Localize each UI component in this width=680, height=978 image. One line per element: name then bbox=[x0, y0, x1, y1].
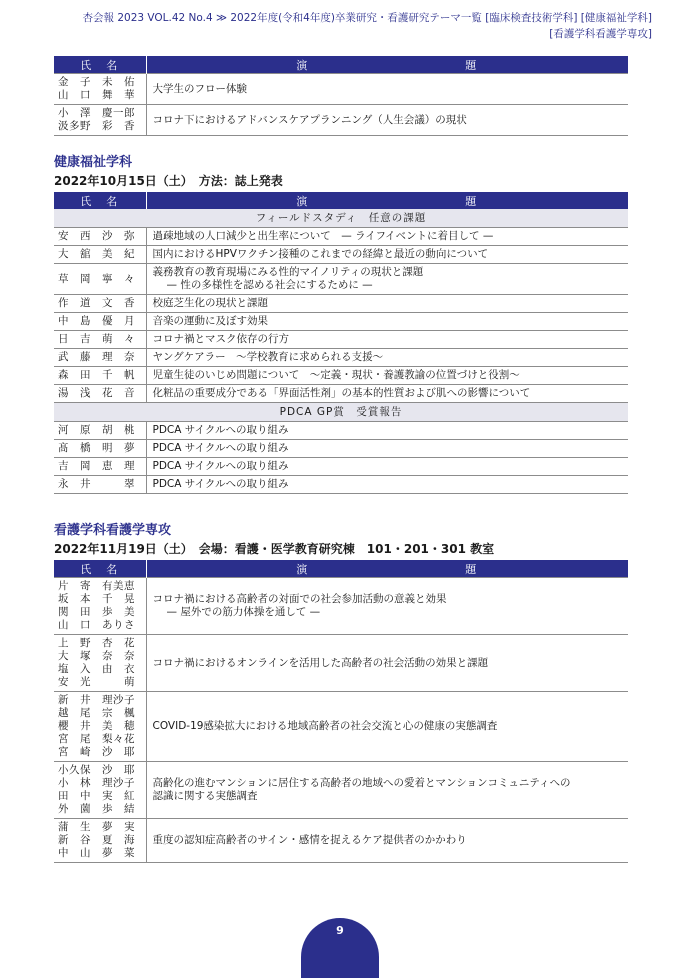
page-number-tab bbox=[301, 918, 379, 978]
student-name: 草 岡 寧 々 bbox=[58, 272, 135, 285]
research-subtitle-line: — 性の多様性を認める社会にするために — bbox=[166, 279, 373, 291]
student-name: 小久保 沙 耶 bbox=[58, 764, 135, 776]
research-title bbox=[146, 349, 628, 367]
table-row bbox=[54, 819, 628, 863]
theme-table-3 bbox=[54, 560, 628, 863]
research-title bbox=[146, 246, 628, 264]
running-header bbox=[12, 10, 652, 42]
student-name: 山 口 ありさ bbox=[58, 619, 135, 631]
student-names bbox=[54, 228, 146, 246]
table-row bbox=[54, 295, 628, 313]
student-name: 汲多野 彩 香 bbox=[58, 120, 135, 132]
research-title-line: 国内におけるHPVワクチン接種のこれまでの経緯と最近の動向について bbox=[152, 248, 489, 260]
research-title bbox=[146, 762, 628, 819]
research-title bbox=[146, 74, 628, 105]
student-name: 大 塚 奈 奈 bbox=[58, 650, 135, 662]
student-names bbox=[54, 246, 146, 264]
table-row bbox=[54, 692, 628, 762]
column-header-name: 氏 名 bbox=[54, 192, 146, 209]
research-title-line: 化粧品の重要成分である「界面活性剤」の基本的性質および肌への影響について bbox=[152, 387, 531, 399]
table-row bbox=[54, 349, 628, 367]
student-name: 山 口 舞 華 bbox=[58, 89, 135, 101]
section-continued bbox=[54, 56, 628, 136]
section-date-line: 2022年10月15日（土） 方法：誌上発表 bbox=[54, 174, 283, 188]
table-header-row bbox=[54, 560, 628, 578]
student-name: 櫻 井 美 穂 bbox=[58, 720, 135, 732]
student-names bbox=[54, 578, 146, 635]
student-names bbox=[54, 264, 146, 295]
student-name: 作 道 文 香 bbox=[58, 297, 135, 309]
research-title-line: PDCA サイクルへの取り組み bbox=[152, 460, 289, 472]
research-title-line: 過疎地域の人口減少と出生率について — ライフイベントに着目して — bbox=[152, 230, 494, 242]
research-title bbox=[146, 635, 628, 692]
research-title bbox=[146, 385, 628, 403]
student-name: 吉 岡 恵 理 bbox=[58, 460, 135, 472]
category-row bbox=[54, 403, 628, 422]
student-name: 湯 浅 花 音 bbox=[58, 387, 135, 399]
theme-table-3-body bbox=[54, 578, 628, 863]
student-names bbox=[54, 440, 146, 458]
section-heading: 健康福祉学科 bbox=[54, 155, 133, 170]
student-name: 金 子 未 佑 bbox=[58, 76, 135, 88]
table-row bbox=[54, 578, 628, 635]
student-name: 田 中 実 紅 bbox=[58, 790, 135, 802]
student-names bbox=[54, 476, 146, 494]
column-header-title: 演 題 bbox=[146, 560, 628, 578]
student-name: 越 尾 宗 楓 bbox=[58, 707, 135, 719]
research-title-line: PDCA サイクルへの取り組み bbox=[152, 442, 289, 454]
student-name: 塩 入 由 衣 bbox=[58, 663, 135, 675]
table-row bbox=[54, 264, 628, 295]
theme-table-2-body bbox=[54, 209, 628, 494]
research-title bbox=[146, 476, 628, 494]
research-title bbox=[146, 367, 628, 385]
research-title bbox=[146, 228, 628, 246]
research-title-line: 義務教育の教育現場にみる性的マイノリティの現状と課題 bbox=[152, 266, 424, 278]
table-header-row bbox=[54, 192, 628, 209]
table-row bbox=[54, 762, 628, 819]
table-row bbox=[54, 105, 628, 136]
student-name: 蒲 生 夢 実 bbox=[58, 821, 135, 833]
student-names bbox=[54, 819, 146, 863]
research-title-line: 児童生徒のいじめ問題について 〜定義・現状・養護教諭の位置づけと役割〜 bbox=[152, 369, 520, 381]
student-names bbox=[54, 74, 146, 105]
research-title-line: PDCA サイクルへの取り組み bbox=[152, 424, 289, 436]
research-title-line: 重度の認知症高齢者のサイン・感情を捉えるケア提供者のかかわり bbox=[152, 834, 467, 846]
student-name: 安 光 萌 bbox=[58, 676, 135, 688]
research-title-line: コロナ禍とマスク依存の行方 bbox=[152, 333, 289, 345]
running-header-line1: 杏会報 2023 VOL.42 No.4 ≫ 2022年度(令和4年度)卒業研究・看護研究テーマ一覧 [臨床検査技術学科] [健康福祉学科] bbox=[82, 12, 652, 24]
research-title bbox=[146, 105, 628, 136]
table-row bbox=[54, 635, 628, 692]
research-title-line: PDCA サイクルへの取り組み bbox=[152, 478, 289, 490]
student-names bbox=[54, 105, 146, 136]
running-header-line2: [看護学科看護学専攻] bbox=[549, 28, 652, 40]
research-title-line: コロナ禍におけるオンラインを活用した高齢者の社会活動の効果と課題 bbox=[152, 656, 489, 669]
student-name: 中 山 夢 菜 bbox=[58, 847, 135, 859]
student-name: 森 田 千 帆 bbox=[58, 369, 135, 381]
table-row bbox=[54, 440, 628, 458]
research-subtitle-line: 認識に関する実態調査 bbox=[152, 790, 258, 802]
table-row bbox=[54, 331, 628, 349]
student-name: 永 井 翠 bbox=[58, 478, 135, 490]
research-title bbox=[146, 422, 628, 440]
research-title-line: COVID-19感染拡大における地域高齢者の社会交流と心の健康の実態調査 bbox=[152, 720, 498, 732]
section-date-line: 2022年11月19日（土） 会場：看護・医学教育研究棟 101・201・301 教室 bbox=[54, 542, 495, 556]
research-title bbox=[146, 692, 628, 762]
category-label: フィールドスタディ 任意の課題 bbox=[54, 209, 628, 228]
student-name: 河 原 胡 桃 bbox=[58, 424, 135, 436]
student-name: 日 吉 萌 々 bbox=[58, 333, 135, 345]
page-number: 9 bbox=[336, 924, 344, 937]
research-title-line: コロナ禍における高齢者の対面での社会参加活動の意義と効果 bbox=[152, 593, 447, 605]
research-title bbox=[146, 458, 628, 476]
theme-table-1-body bbox=[54, 74, 628, 136]
student-name: 関 田 歩 美 bbox=[58, 606, 135, 618]
student-name: 髙 橋 明 夢 bbox=[58, 442, 135, 454]
table-row bbox=[54, 385, 628, 403]
section-heading: 看護学科看護学専攻 bbox=[54, 523, 172, 538]
research-title-line: 音楽の運動に及ぼす効果 bbox=[152, 315, 268, 327]
student-names bbox=[54, 385, 146, 403]
student-name: 新 井 理沙子 bbox=[58, 694, 135, 706]
category-row bbox=[54, 209, 628, 228]
table-row bbox=[54, 313, 628, 331]
theme-table-2 bbox=[54, 192, 628, 494]
column-header-title: 演 題 bbox=[146, 192, 628, 209]
research-title bbox=[146, 578, 628, 635]
student-name: 新 谷 夏 海 bbox=[58, 834, 135, 846]
category-label: PDCA GP賞 受賞報告 bbox=[54, 403, 628, 422]
research-title bbox=[146, 440, 628, 458]
research-subtitle-line: — 屋外での筋力体操を通して — bbox=[166, 606, 321, 618]
column-header-name: 氏 名 bbox=[54, 560, 146, 578]
student-names bbox=[54, 422, 146, 440]
table-row bbox=[54, 367, 628, 385]
student-names bbox=[54, 349, 146, 367]
student-names bbox=[54, 635, 146, 692]
student-name: 武 藤 理 奈 bbox=[58, 351, 135, 363]
student-names bbox=[54, 295, 146, 313]
student-names bbox=[54, 313, 146, 331]
student-names bbox=[54, 762, 146, 819]
student-names bbox=[54, 331, 146, 349]
table-row bbox=[54, 74, 628, 105]
student-names bbox=[54, 367, 146, 385]
research-title-line: 校庭芝生化の現状と課題 bbox=[152, 297, 268, 309]
table-row bbox=[54, 422, 628, 440]
student-names bbox=[54, 692, 146, 762]
table-row bbox=[54, 458, 628, 476]
column-header-name: 氏 名 bbox=[54, 56, 146, 74]
student-name: 大 舘 美 紀 bbox=[58, 248, 135, 260]
research-title bbox=[146, 295, 628, 313]
table-header-row bbox=[54, 56, 628, 74]
research-title bbox=[146, 313, 628, 331]
research-title bbox=[146, 819, 628, 863]
student-name: 片 寄 有美恵 bbox=[58, 580, 135, 592]
student-name: 坂 本 千 晃 bbox=[58, 593, 135, 605]
student-name: 小 林 理沙子 bbox=[58, 777, 135, 789]
column-header-title: 演 題 bbox=[146, 56, 628, 74]
table-row bbox=[54, 246, 628, 264]
research-title-line: ヤングケアラー 〜学校教育に求められる支援〜 bbox=[152, 351, 384, 363]
research-title-line: コロナ下におけるアドバンスケアプランニング（人生会議）の現状 bbox=[152, 113, 467, 126]
research-title bbox=[146, 264, 628, 295]
table-row bbox=[54, 476, 628, 494]
student-name: 宮 崎 沙 耶 bbox=[58, 746, 135, 758]
research-title-line: 高齢化の進むマンションに居住する高齢者の地域への愛着とマンションコミュニティへの bbox=[152, 777, 571, 789]
theme-table-1 bbox=[54, 56, 628, 136]
student-name: 外 薗 歩 結 bbox=[58, 803, 135, 815]
student-name: 上 野 杏 花 bbox=[58, 637, 135, 649]
section-nursing bbox=[54, 522, 628, 863]
student-name: 宮 尾 梨々花 bbox=[58, 733, 135, 745]
research-title bbox=[146, 331, 628, 349]
section-health-welfare bbox=[54, 154, 628, 494]
student-names bbox=[54, 458, 146, 476]
student-name: 小 澤 慶一郎 bbox=[58, 107, 135, 119]
student-name: 中 島 優 月 bbox=[58, 315, 135, 327]
research-title-line: 大学生のフロー体験 bbox=[152, 82, 247, 95]
student-name: 安 西 沙 弥 bbox=[58, 230, 135, 242]
table-row bbox=[54, 228, 628, 246]
